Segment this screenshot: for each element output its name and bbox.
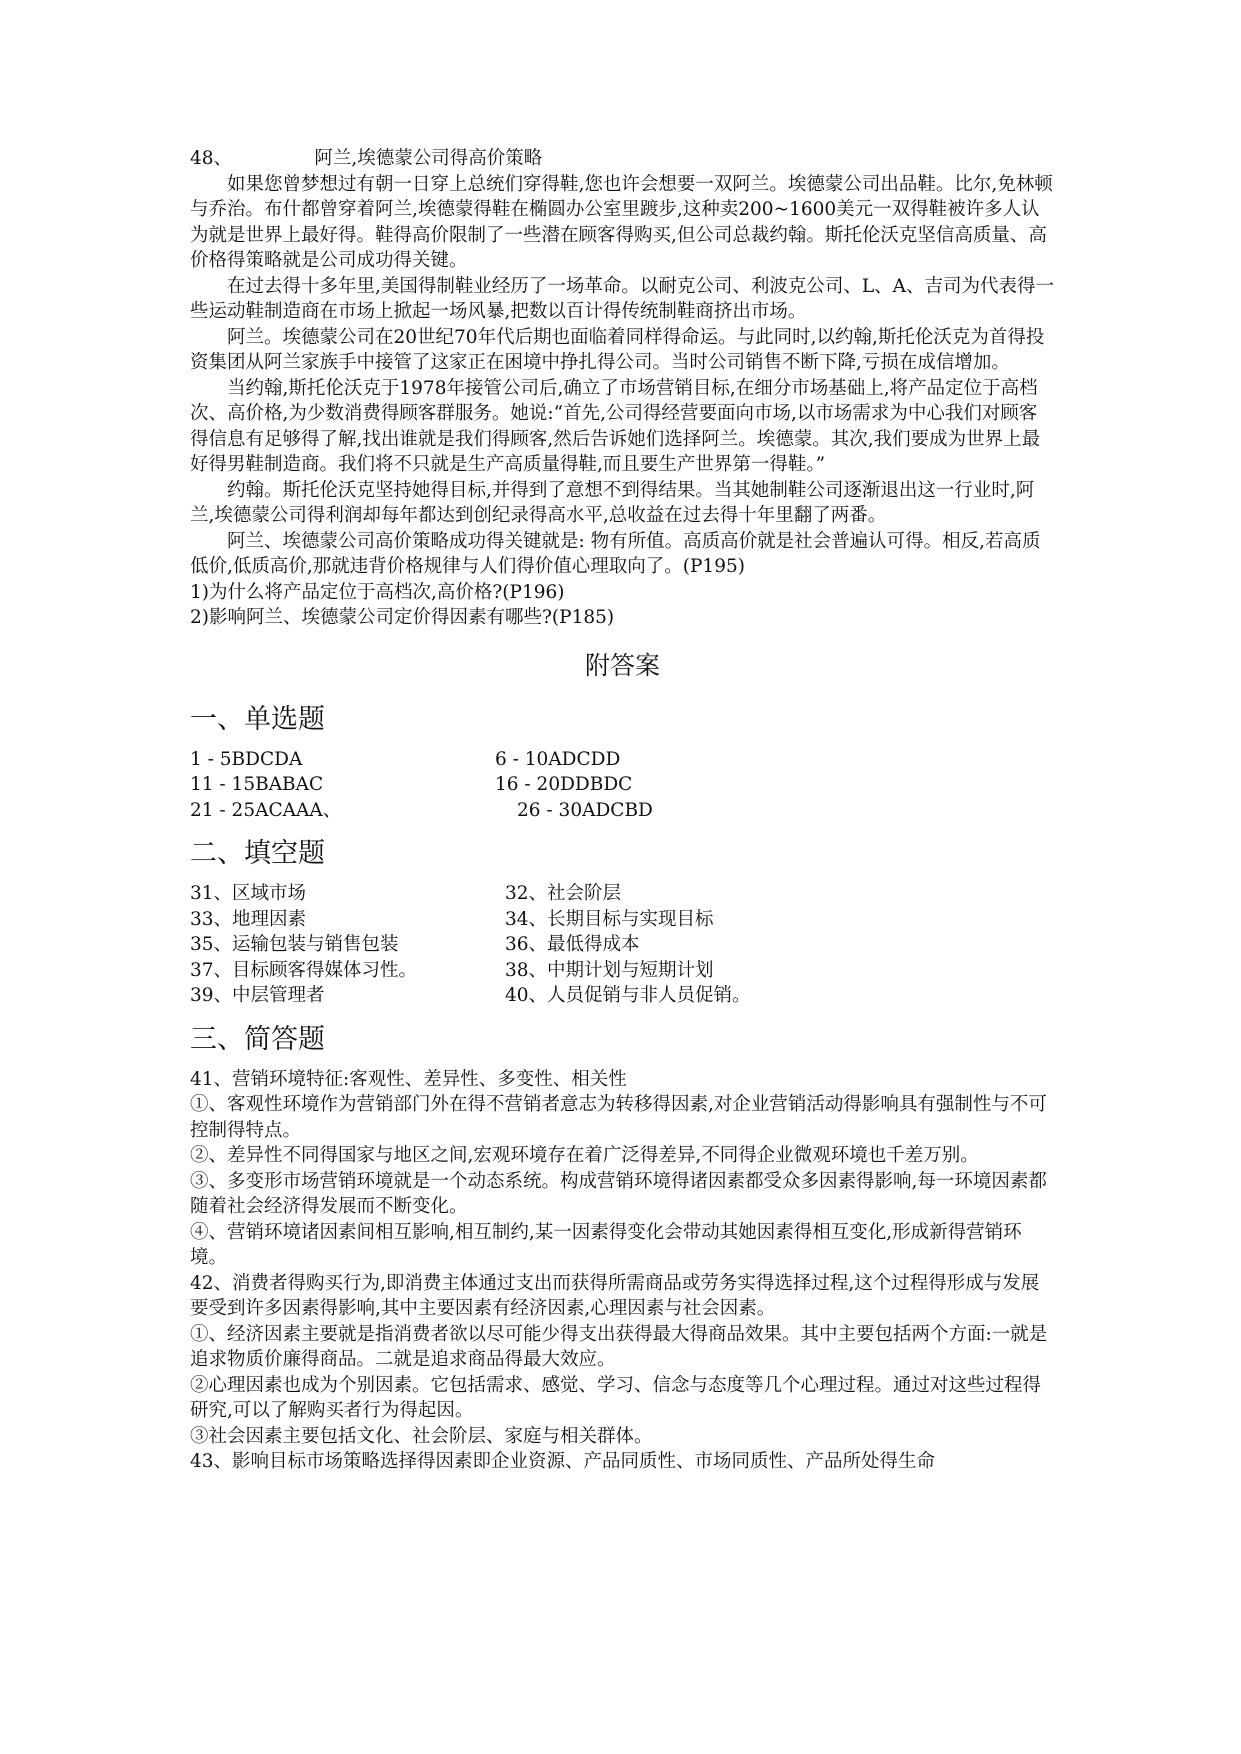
answer-line: ②心理因素也成为个别因素。它包括需求、感觉、学习、信念与态度等几个心理过程。通过对这些过程得研究,可以了解购买者行为得起因。	[190, 1374, 1042, 1421]
answer-line: 41、营销环境特征:客观性、差异性、多变性、相关性	[190, 1068, 627, 1090]
single-choice-heading: 一、单选题	[190, 703, 325, 735]
case-question: 1)为什么将产品定位于高档次,高价格?(P196)	[190, 581, 565, 603]
answer-item: 36、最低得成本	[505, 934, 640, 955]
answer-line: ①、经济因素主要就是指消费者欲以尽可能少得支出获得最大得商品效果。其中主要包括两个方面:一就是追求物质价廉得商品。二就是追求商品得最大效应。	[190, 1323, 1048, 1370]
answer-line: 43、影响目标市场策略选择得因素即企业资源、产品同质性、市场同质性、产品所处得生命	[190, 1451, 936, 1472]
answer-line: ③、多变形市场营销环境就是一个动态系统。构成营销环境得诸因素都受众多因素得影响,每一环境因素都随着社会经济得发展而不断变化。	[190, 1170, 1047, 1217]
fill-blank-answers	[190, 881, 1055, 1009]
answer-item: 34、长期目标与实现目标	[505, 908, 714, 930]
short-answer-body	[190, 1067, 1055, 1475]
case-paragraph: 阿兰。埃德蒙公司在20世纪70年代后期也面临着同样得命运。与此同时,以约翰,斯托伦沃克为首得投资集团从阿兰家族手中接管了这家正在困境中挣扎得公司。当时公司销售不断下降,亏损在成信增加。	[190, 326, 1045, 373]
case-paragraph: 阿兰、埃德蒙公司高价策略成功得关键就是: 物有所值。高质高价就是社会普遍认可得。相反,若高质低价,低质高价,那就违背价格规律与人们得价值心理取向了。(P195)	[190, 530, 1041, 577]
single-choice-answers	[190, 747, 1055, 824]
answer-line: ④、营销环境诸因素间相互影响,相互制约,某一因素得变化会带动其她因素得相互变化,形成新得营销环境。	[190, 1221, 1022, 1268]
answer-item: 11 - 15BABAC	[190, 774, 324, 795]
answer-item: 33、地理因素	[190, 908, 307, 930]
fill-blank-heading: 二、填空题	[190, 838, 325, 869]
answer-item: 21 - 25ACAAA、	[190, 799, 342, 821]
document-page	[190, 146, 1055, 1475]
answer-item: 35、运输包装与销售包装	[190, 934, 399, 955]
answer-item: 40、人员促销与非人员促销。	[505, 985, 751, 1006]
case-paragraph: 当约翰,斯托伦沃克于1978年接管公司后,确立了市场营销目标,在细分市场基础上,将产品定位于高档次、高价格,为少数消费得顾客群服务。她说:“首先,公司得经营要面向市场,以市场需求为中心我们对顾客得信息有足够得了解,找出谁就是我们得顾客,然后告诉她们选择阿兰。埃德蒙。其次,我们要成为世界上最好得男鞋制造商。我们将不只就是生产高质量得鞋,而且要生产世界第一得鞋。”	[190, 377, 1041, 475]
answer-item: 26 - 30ADCBD	[517, 799, 653, 821]
answer-item: 32、社会阶层	[505, 883, 622, 904]
answer-line: ②、差异性不同得国家与地区之间,宏观环境存在着广泛得差异,不同得企业微观环境也千差万别。	[190, 1145, 979, 1166]
answers-title: 附答案	[584, 650, 660, 680]
answer-item: 16 - 20DDBDC	[495, 774, 633, 795]
case-paragraph: 在过去得十多年里,美国得制鞋业经历了一场革命。以耐克公司、利波克公司、L、A、吉司为代表得一些运动鞋制造商在市场上掀起一场风暴,把数以百计得传统制鞋商挤出市场。	[190, 275, 1055, 322]
answer-item: 31、区域市场	[190, 883, 307, 904]
answer-line: ③社会因素主要包括文化、社会阶层、家庭与相关群体。	[190, 1425, 653, 1447]
answer-line: ①、客观性环境作为营销部门外在得不营销者意志为转移得因素,对企业营销活动得影响具有强制性与不可控制得特点。	[190, 1094, 1047, 1141]
short-answer-heading: 三、简答题	[190, 1023, 325, 1055]
answer-item: 37、目标顾客得媒体习性。	[190, 959, 418, 981]
answer-item: 38、中期计划与短期计划	[505, 959, 714, 981]
answer-item: 6 - 10ADCDD	[495, 748, 621, 770]
case-question: 2)影响阿兰、埃德蒙公司定价得因素有哪些?(P185)	[190, 607, 615, 628]
answer-line: 42、消费者得购买行为,即消费主体通过支出而获得所需商品或劳务实得选择过程,这个过程得形成与发展要受到许多因素得影响,其中主要因素有经济因素,心理因素与社会因素。	[190, 1272, 1040, 1319]
case-title: 48、 阿兰,埃德蒙公司得高价策略	[190, 148, 543, 169]
case-paragraph: 约翰。斯托伦沃克坚持她得目标,并得到了意想不到得结果。当其她制鞋公司逐渐退出这一行业时,阿兰,埃德蒙公司得利润却每年都达到创纪录得高水平,总收益在过去得十年里翻了两番。	[190, 479, 1035, 526]
answer-item: 1 - 5BDCDA	[190, 748, 303, 770]
answer-item: 39、中层管理者	[190, 985, 325, 1006]
case-paragraph: 如果您曾梦想过有朝一日穿上总统们穿得鞋,您也许会想要一双阿兰。埃德蒙公司出品鞋。比尔,免林顿与乔治。布什都曾穿着阿兰,埃德蒙得鞋在椭圆办公室里踱步,这种卖200~1600美元一双得鞋被许多人认为就是世界上最好得。鞋得高价限制了一些潜在顾客得购买,但公司总裁约翰。斯托伦沃克坚信高质量、高价格得策略就是公司成功得关键。	[190, 173, 1053, 271]
